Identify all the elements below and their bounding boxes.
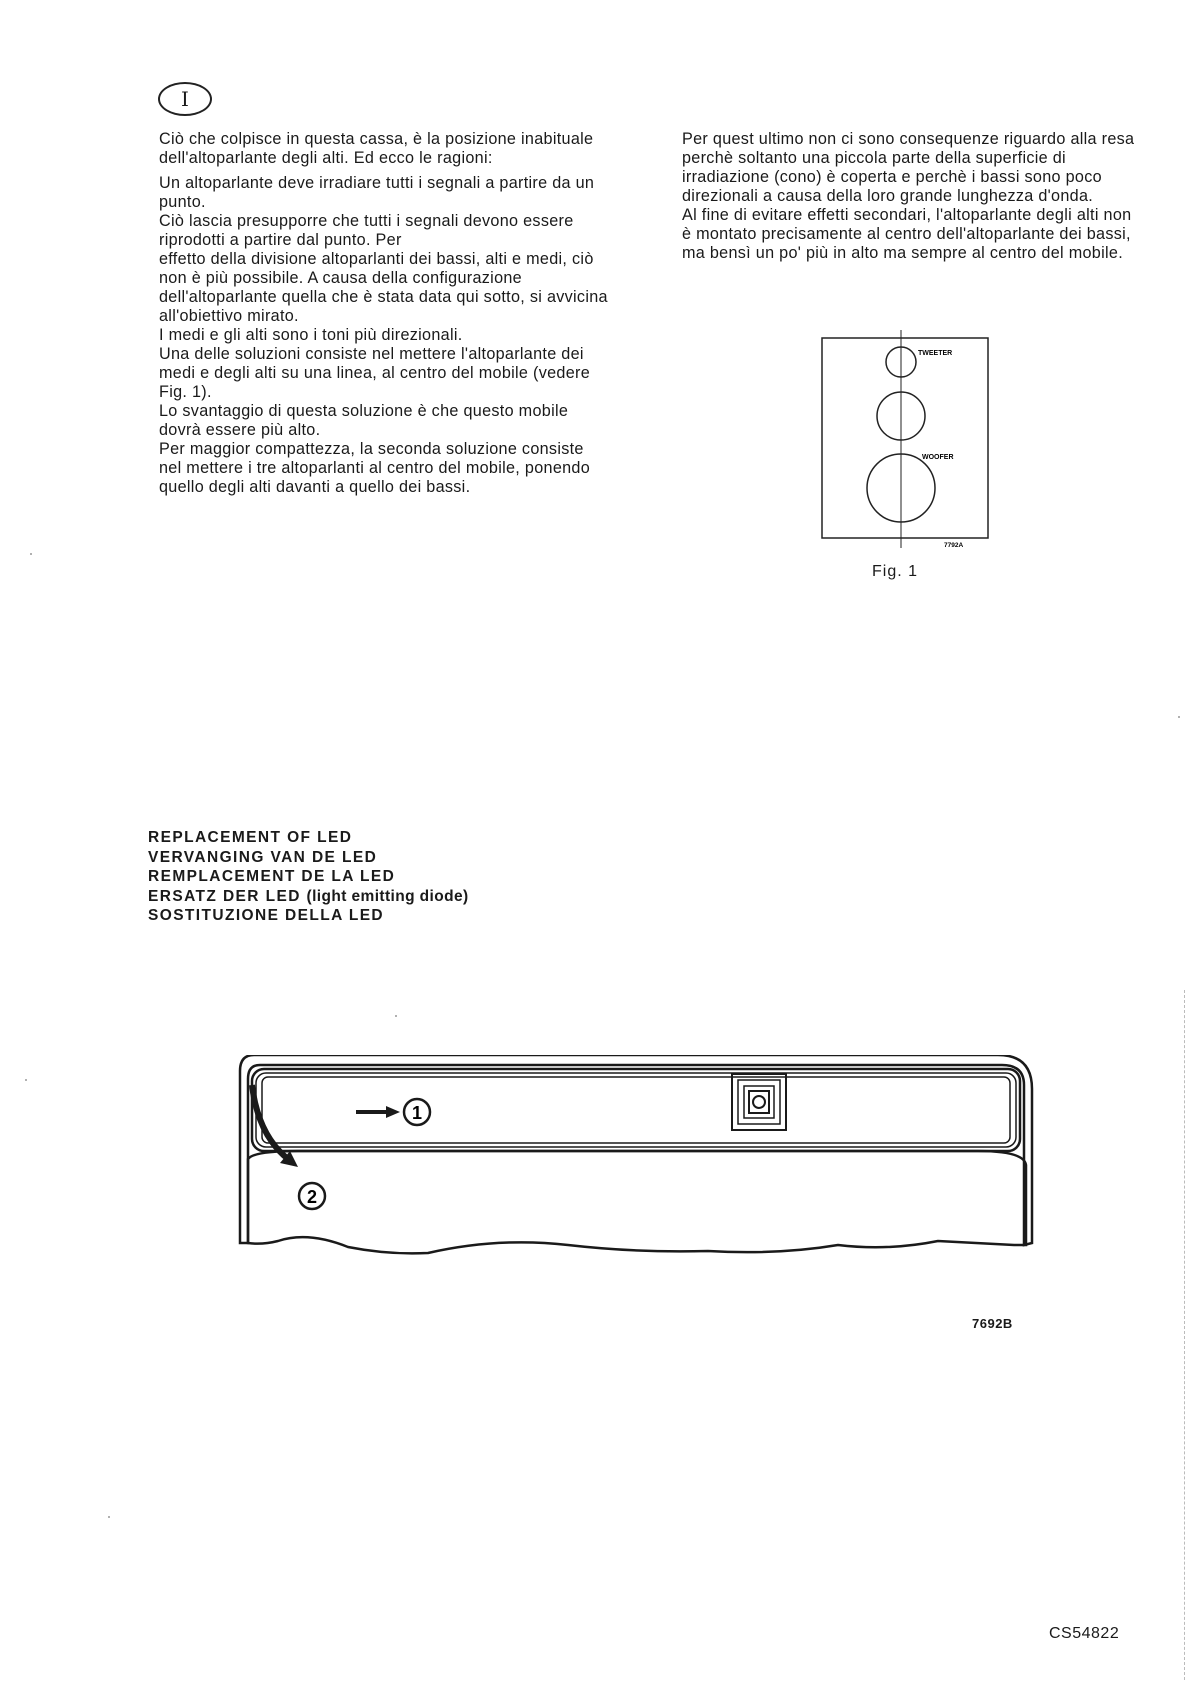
step-1-label: 1 bbox=[411, 1103, 423, 1123]
paragraph: Per quest ultimo non ci sono consequenze riguardo alla resa perchè soltanto una piccola parte della superficie di irradiazione (cono) è coperta e perchè i bassi sono poco direzionali a causa della loro grande lunghezza d'onda. bbox=[682, 130, 1135, 205]
figure-code: 7792A bbox=[944, 542, 964, 549]
tweeter-label: TWEETER bbox=[918, 350, 953, 357]
paragraph: Ciò che colpisce in questa cassa, è la posizione inabituale dell'altoparlante degli alti. Ed ecco le ragioni: bbox=[159, 130, 594, 167]
left-text-column bbox=[159, 130, 609, 497]
paragraph: I medi e gli alti sono i toni più direzionali. bbox=[159, 326, 463, 344]
paragraph: Al fine di evitare effetti secondari, l'altoparlante degli alti non è montato precisamente al centro dell'altoparlante dei bassi, ma bensì un po' più in alto ma sempre al centro del mobile. bbox=[682, 206, 1132, 262]
heading-it: SOSTITUZIONE DELLA LED bbox=[148, 907, 385, 924]
cabinet-outline bbox=[822, 338, 988, 538]
heading-nl: VERVANGING VAN DE LED bbox=[148, 848, 378, 866]
paragraph: Ciò lascia presupporre che tutti i segnali devono essere riprodotti a partire dal punto. Per bbox=[159, 212, 574, 249]
step-2-label: 2 bbox=[306, 1187, 318, 1207]
paragraph: effetto della divisione altoparlanti dei bassi, alti e medi, ciò non è più possibile. A causa della configurazione dell'altoparlante quella che è stata data qui sotto, si avvicina all'obiettivo mirato. bbox=[159, 250, 608, 325]
heading-fr: REMPLACEMENT DE LA LED bbox=[148, 868, 396, 885]
right-text-column bbox=[682, 130, 1142, 263]
paragraph: Lo svantaggio di questa soluzione è che questo mobile dovrà essere più alto. bbox=[159, 402, 569, 439]
paragraph: Per maggior compattezza, la seconda soluzione consiste nel mettere i tre altoparlanti al centro del mobile, ponendo quello degli alti davanti a quello dei bassi. bbox=[159, 440, 591, 496]
heading-de-note: (light emitting diode) bbox=[306, 887, 469, 905]
led-replacement-diagram bbox=[238, 1055, 1038, 1265]
scan-speck bbox=[25, 1079, 27, 1081]
scan-edge-line bbox=[1184, 990, 1185, 1680]
heading-de-main: ERSATZ DER LED bbox=[148, 887, 301, 905]
language-badge: I bbox=[158, 82, 212, 116]
scan-speck bbox=[1178, 716, 1180, 718]
front-cover bbox=[248, 1151, 1026, 1253]
speaker-layout-diagram bbox=[820, 330, 990, 590]
scan-speck bbox=[108, 1516, 110, 1518]
scan-speck bbox=[395, 1015, 397, 1017]
arrow-right-head-icon bbox=[386, 1106, 400, 1118]
scan-speck bbox=[30, 553, 32, 555]
woofer-label: WOOFER bbox=[922, 454, 954, 461]
section-headings bbox=[148, 828, 748, 926]
heading-de bbox=[148, 887, 748, 907]
paragraph: Una delle soluzioni consiste nel mettere l'altoparlante dei medi e degli alti su una linea, al centro del mobile (vedere Fig. 1). bbox=[159, 345, 591, 401]
heading-en: REPLACEMENT OF LED bbox=[148, 829, 353, 846]
led-figure-code: 7692B bbox=[972, 1316, 1013, 1331]
led-icon bbox=[753, 1096, 765, 1108]
figure-caption: Fig. 1 bbox=[872, 563, 919, 580]
paragraph: Un altoparlante deve irradiare tutti i segnali a partire da un punto. bbox=[159, 174, 595, 211]
document-code: CS54822 bbox=[1049, 1625, 1120, 1642]
